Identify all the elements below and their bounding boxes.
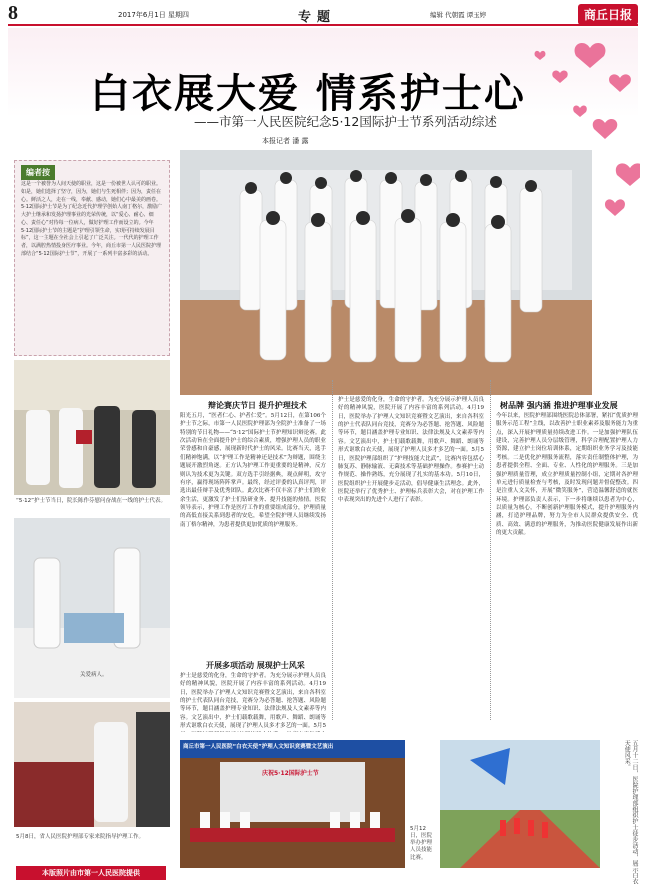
article-heading-2: 开展多项活动 展现护士风采 (206, 661, 305, 670)
article-column-2a: 护士是慈爱的化身，生命的守护者。为充分展示护理人员良好的精神风貌，医院开展了内容丰富的系列活动。4月19日，医院举办了护理人文知识竞赛暨文艺演出，来自各科室的护士代表队同台竞技，竞赛分为必答题、抢答题、风险题等环节，题目涵盖护理专业知识、法律法规及人文素养等内容。文艺演出中，护士们载歌载舞，用歌声、舞蹈、朗诵等形式讴歌白衣天使，展现了护理人员多才多艺的一面。5月5 (180, 673, 326, 730)
editor-note-box (14, 160, 170, 356)
patient-care-photo (14, 518, 170, 698)
column-divider (332, 380, 333, 720)
column-divider (490, 380, 491, 720)
caption-3: 5月8日，省人民医院护理部专家来院指导护理工作。 (16, 834, 145, 840)
page-header (8, 4, 638, 26)
photo-credit: 本版照片由市第一人民医院提供 (16, 866, 166, 880)
newspaper-logo: 商丘日报 (578, 4, 638, 25)
caption-5: 五月十二日，医院护理部组织护士徒步活动，展示白衣天使风采。 (623, 740, 638, 884)
banner-text: 商丘市第一人民医院“白衣天使”护理人文知识竞赛暨文艺演出 (183, 744, 334, 750)
editor-note-text: 这是一个被誉为人间天使的职业，这是一份被世人认可的职业。如是，她们选择了坚守，因为，她们与生死相伴；因为，责任在心。鲜活之人，走在一线，奉献、感动，她们心中最美的画卷。5·12国际护士节是为了纪念近代护理学创始人南丁格尔，激励广大护士继承和发扬护理事业的光荣传统，以“爱心、耐心、细心、责任心”对待每一位病人，做好护理工作而设立的。今年5·12国际护士节的主题是“护理引领生命，实现可持续发展目标”，这一主题在全社会上引起了广泛关注。一代代的护理工作者，以满腔热情投身医疗事业。今年，商丘市第一人民医院护理部结合“5·12国际护士节”，开展了一系列丰富多彩的活动。 (21, 181, 163, 257)
article-column-3: 今年以来，医院护理部围绕医院总体部署，紧扣“优质护理服务示范工程”主线，以改善护士职业素养及服务能力为重点，深入开展护理质量持续改进工作。一是加强护理队伍建设，完善护理人员分层级管理，科学合理配置护理人力资源，建立护士岗位培训体系，定期组织业务学习及技能考核。二是优化护理服务流程，落实责任制整体护理，为患者提供全程、全面、专业、人性化的护理服务。三是加强护理质量管理，成立护理质量控制小组，定期对各护理单元进行质量检查与考核，及时发现问题并督促整改。四是注重人文关怀，开展“微笑服务”，营造温馨舒适的就医环境。护理部负责人表示，下一步将继续以患者为中心，以质量为核心，不断创新护理服务模式，提升护理服务内涵，打造护理品牌，努力为全市人民群众提供安全、优质、高效、满意的护理服务，为推动医院健康发展作出新的更大贡献。 (496, 413, 638, 537)
article-column-2: 护士是慈爱的化身，生命的守护者。为充分展示护理人员良好的精神风貌，医院开展了内容丰富的系列活动。4月19日，医院举办了护理人文知识竞赛暨文艺演出，来自各科室的护士代表队同台竞技，竞赛分为必答题、抢答题、风险题等环节，题目涵盖护理专业知识、法律法规及人文素养等内容。文艺演出中，护士们载歌载舞，用歌声、舞蹈、朗诵等形式讴歌白衣天使，展现了护理人员多才多艺的一面。5月5日，医院护理部组织了“护理技能大比武”，比赛内容包括心肺复苏、静脉输液、无菌技术等基础护理操作。参赛护士动作规范、操作熟练，充分展现了扎实的基本功。5月10日，医院组织护士开展健步走活动，倡导健康生活理念。此外，医院还举行了优秀护士、护理标兵表彰大会，对在护理工作中表现突出的先进个人进行了表彰。 (338, 397, 484, 504)
section-title: 专题 (298, 10, 337, 25)
page-number: 8 (8, 2, 18, 24)
award-photo (14, 360, 170, 495)
article-heading-3: 树品牌 强内涵 推进护理事业发展 (500, 401, 618, 410)
byline: 本报记者 潘 露 (262, 137, 309, 145)
sub-headline: ——市第一人民医院纪念5·12国际护士节系列活动综述 (194, 114, 497, 129)
caption-1: “5·12”护士节当日，院长陈作芬慰问奋战在一线的护士代表。 (16, 498, 166, 504)
main-headline: 白衣展大爱 情系护士心 (90, 70, 526, 117)
caption-2: 关爱病人。 (80, 672, 108, 678)
caption-4: 5月12日，医院举办护理人员技能比赛。 (410, 826, 433, 861)
walk-activity-photo (440, 740, 600, 868)
issue-date: 2017年6月1日 星期四 (118, 11, 189, 19)
nurses-group-photo (180, 150, 592, 395)
visit-photo (14, 702, 170, 827)
article-column-1: 阳光五月，“医者仁心、护者仁爱”。5月12日，在第106个护士节之际，市第一人民医院护理部为全院护士准备了一场特别的节日礼物——“5·12”国际护士节护理知识辩论赛。此次活动旨在全面提升护士的综合素质，增强护理人员的职业荣誉感和自豪感，展现新时代护士的风采。比赛当天，选手们精神饱满，以“护理工作是精神还是技术”为辩题，围绕主题展开激烈角逐。正方认为护理工作更重要的是精神，反方则认为技术更为关键。双方选手引经据典，观点鲜明，攻守有序，赢得现场阵阵掌声。最终，经过评委的认真评判，评选出最佳辩手及优秀团队。此次比赛不仅丰富了护士们的业余生活，更激发了护士们钻研业务、提升技能的热情。医院领导表示，护理工作是医疗工作的重要组成部分，护理质量的高低直接关系到患者的安危，希望全院护理人员继续发扬南丁格尔精神，为患者提供更加优质的护理服务。 (180, 413, 326, 528)
editor-note-heading: 编者按 (21, 165, 55, 180)
article-heading-1: 辩论赛庆节日 提升护理技术 (208, 401, 307, 410)
editors-line: 编辑 代朝霞 谭玉婷 (430, 11, 487, 19)
banner-subtext: 庆祝5·12国际护士节 (262, 770, 319, 777)
competition-photo (180, 740, 405, 868)
